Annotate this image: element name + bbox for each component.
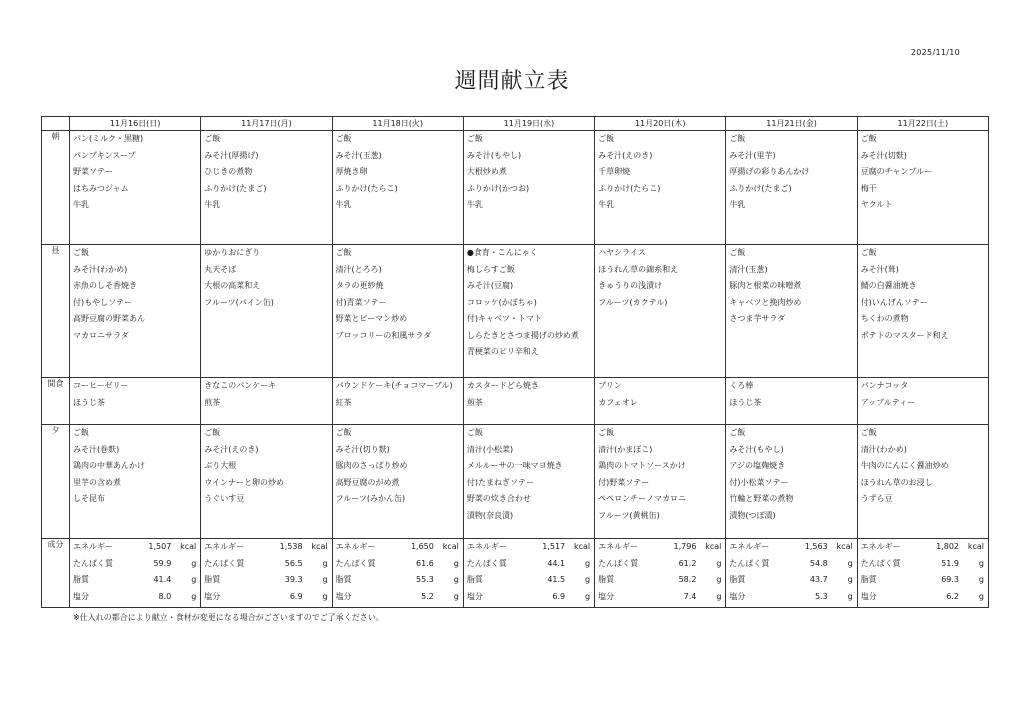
menu-item: ブロッコリーの和風サラダ <box>335 330 432 340</box>
nutrition-line <box>858 589 988 606</box>
nutrition-value: 43.7 <box>809 575 828 584</box>
nutrition-value: 51.9 <box>941 558 959 568</box>
nutrition-line <box>464 589 594 606</box>
menu-item: 鶏肉のトマトソースかけ <box>598 461 686 470</box>
menu-item: 高野豆腐のがめ煮 <box>335 477 400 487</box>
nutrition-unit: g <box>847 558 853 568</box>
nutrition-value: 1,507 <box>148 542 172 551</box>
lunch-cell <box>726 245 857 378</box>
nutrition-unit: g <box>453 558 459 568</box>
nutrition-line <box>201 572 331 589</box>
menu-item: フルーツ(みかん缶) <box>335 494 406 503</box>
menu-item: みそ汁(玉葱) <box>335 150 382 160</box>
menu-item: 厚焼き卵 <box>335 167 368 176</box>
nutrition-label: たんぱく質 <box>598 558 639 568</box>
menu-item: ●食育・こんにゃく <box>466 248 538 257</box>
nutrition-label: 脂質 <box>335 575 352 584</box>
menu-item: 梅干 <box>860 183 877 193</box>
nutrition-unit: g <box>716 558 722 568</box>
menu-item: みそ汁(切り麩) <box>335 444 390 454</box>
menu-item: 清汁(玉葱) <box>729 264 768 274</box>
menu-item: ご飯 <box>73 248 89 257</box>
menu-item: 鯖の白醤油焼き <box>860 281 917 290</box>
menu-item: キャベツと挽肉炒め <box>729 297 802 307</box>
nutrition-label: たんぱく質 <box>860 558 901 568</box>
nutrition-unit: g <box>191 591 197 601</box>
menu-item: 赤魚のしそ香焼き <box>73 281 137 290</box>
nutrition-line <box>70 556 200 573</box>
nutrition-line <box>595 556 725 573</box>
nutrition-line <box>726 572 856 589</box>
menu-item: 豆腐のチャンプルー <box>860 167 933 176</box>
issue-date: 2025/11/10 <box>910 48 960 57</box>
menu-item: カフェオレ <box>598 397 638 407</box>
lunch-cell <box>332 245 463 378</box>
menu-item: 野菜とピーマン炒め <box>335 314 408 323</box>
nutrition-value: 69.3 <box>941 575 959 584</box>
nutrition-value: 7.4 <box>683 591 697 601</box>
lunch-cell <box>595 245 726 378</box>
menu-item: ご飯 <box>729 428 746 437</box>
dinner-row <box>42 425 989 539</box>
menu-item: ヤクルト <box>860 200 893 209</box>
nutrition-label: たんぱく質 <box>204 558 245 568</box>
nutrition-unit: g <box>716 591 722 601</box>
menu-item: ペペロンチーノマカロニ <box>598 494 686 503</box>
menu-item: ふりかけ(たまご) <box>729 183 792 193</box>
nutrition-cell <box>463 539 594 608</box>
nutrition-label: エネルギー <box>729 542 770 551</box>
breakfast-row <box>42 131 989 245</box>
nutrition-line <box>595 572 725 589</box>
menu-item: さつま芋サラダ <box>729 314 786 323</box>
nutrition-unit: g <box>191 558 197 568</box>
menu-item: 牛乳 <box>466 200 483 209</box>
menu-item: 牛肉のにんにく醤油炒め <box>860 461 949 470</box>
nutrition-value: 1,650 <box>410 542 434 551</box>
nutrition-value: 1,517 <box>542 542 566 551</box>
menu-item: 大根の高菜和え <box>204 281 261 290</box>
meal-label-breakfast: 朝 <box>42 131 70 245</box>
nutrition-unit: g <box>585 591 591 601</box>
meal-label-nutrition: 成分 <box>42 539 70 608</box>
nutrition-cell <box>726 539 857 608</box>
menu-item: ご飯 <box>73 428 89 437</box>
menu-item: ちくわの煮物 <box>860 314 909 323</box>
nutrition-cell <box>201 539 332 608</box>
menu-item: ご飯 <box>598 428 615 437</box>
menu-item: 牛乳 <box>335 200 352 209</box>
nutrition-unit: kcal <box>311 542 328 551</box>
menu-item: ご飯 <box>466 134 483 143</box>
weekly-menu-table <box>41 116 989 608</box>
nutrition-value: 5.2 <box>421 591 434 601</box>
menu-item: しらたきとさつま揚げの炒め煮 <box>466 330 579 340</box>
breakfast-cell <box>595 131 726 245</box>
nutrition-value: 58.2 <box>678 575 697 584</box>
nutrition-value: 1,563 <box>804 542 828 551</box>
menu-item: コロッケ(かぼちゃ) <box>466 297 537 307</box>
lunch-cell <box>463 245 594 378</box>
menu-item: みそ汁(えのき) <box>598 150 653 160</box>
breakfast-cell <box>70 131 201 245</box>
nutrition-label: 脂質 <box>466 575 483 584</box>
menu-item: きなこのパンケーキ <box>204 381 277 390</box>
breakfast-cell <box>463 131 594 245</box>
nutrition-label: エネルギー <box>73 542 113 551</box>
nutrition-label: 脂質 <box>598 575 615 584</box>
dinner-cell <box>332 425 463 539</box>
menu-item: マカロニサラダ <box>73 330 129 340</box>
day-header: 11月18日(火) <box>332 117 463 131</box>
menu-item: 厚揚げの彩りあんかけ <box>729 167 810 176</box>
nutrition-unit: g <box>322 575 328 584</box>
menu-item: 付)いんげんソテー <box>860 297 928 307</box>
breakfast-cell <box>726 131 857 245</box>
nutrition-unit: kcal <box>442 542 459 551</box>
menu-item: 豚肉と根菜の味噌煮 <box>729 281 802 290</box>
menu-item: 野菜の炊き合わせ <box>466 494 531 503</box>
nutrition-unit: kcal <box>573 542 591 551</box>
nutrition-line <box>858 572 988 589</box>
nutrition-unit: kcal <box>180 542 197 551</box>
nutrition-unit: g <box>585 575 591 584</box>
menu-item: ふりかけ(たらこ) <box>335 183 398 193</box>
menu-item: 高野豆腐の野菜あん <box>73 314 145 323</box>
nutrition-line <box>333 589 463 606</box>
nutrition-unit: g <box>978 558 984 568</box>
menu-item: きゅうりの浅漬け <box>598 281 663 290</box>
day-header: 11月19日(水) <box>463 117 594 131</box>
menu-item: みそ汁(もやし) <box>729 444 784 454</box>
menu-item: 清汁(とろろ) <box>335 264 382 274</box>
breakfast-cell <box>201 131 332 245</box>
nutrition-label: 塩分 <box>73 591 89 601</box>
menu-item: ふりかけ(たまご) <box>204 183 267 193</box>
menu-item: 牛乳 <box>204 200 221 209</box>
menu-item: 丸天そば <box>204 264 237 274</box>
menu-item: カスタードどら焼き <box>466 381 539 390</box>
nutrition-label: 塩分 <box>729 591 746 601</box>
menu-item: ゆかりおにぎり <box>204 248 261 257</box>
menu-item: ご飯 <box>860 428 877 437</box>
menu-item: しそ昆布 <box>73 494 105 503</box>
menu-item: 鶏肉の中華あんかけ <box>73 461 145 470</box>
menu-item: みそ汁(厚揚げ) <box>204 150 259 160</box>
footnote: ※仕入れの都合により献立・食材が変更になる場合がございますのでご了承ください。 <box>73 613 384 622</box>
menu-item: タラの更紗焼 <box>335 281 384 290</box>
menu-item: パンナコッタ <box>860 381 909 390</box>
nutrition-line <box>595 539 725 556</box>
nutrition-line <box>858 556 988 573</box>
menu-item: ウインナーと卵の炒め <box>204 477 285 487</box>
menu-item: 付)小松菜ソテー <box>729 477 789 487</box>
nutrition-label: 塩分 <box>335 591 352 601</box>
nutrition-value: 1,796 <box>673 542 697 551</box>
menu-item: アジの塩麹焼き <box>729 461 786 470</box>
menu-item: 牛乳 <box>729 200 746 209</box>
menu-item: 煎茶 <box>204 397 221 407</box>
day-header: 11月20日(木) <box>595 117 726 131</box>
menu-item: ポテトのマスタード和え <box>860 330 949 340</box>
menu-item: みそ汁(えのき) <box>204 444 259 454</box>
menu-item: 付)野菜ソテー <box>598 477 650 487</box>
menu-item: ほうれん草の錦糸和え <box>598 264 679 274</box>
menu-item: 漬物(つぼ漬) <box>729 510 776 520</box>
menu-item: 付)青菜ソテー <box>335 297 387 307</box>
nutrition-unit: g <box>322 558 328 568</box>
nutrition-value: 55.3 <box>416 575 434 584</box>
snack-cell <box>201 378 332 425</box>
snack-cell <box>463 378 594 425</box>
breakfast-cell <box>857 131 988 245</box>
meal-label-snack: 間食 <box>42 378 70 425</box>
lunch-cell <box>857 245 988 378</box>
nutrition-unit: kcal <box>967 542 984 551</box>
menu-item: ご飯 <box>335 248 352 257</box>
nutrition-label: エネルギー <box>335 542 376 551</box>
nutrition-label: 脂質 <box>73 575 89 584</box>
nutrition-value: 41.5 <box>547 575 566 584</box>
menu-item: ご飯 <box>860 248 877 257</box>
snack-cell <box>332 378 463 425</box>
menu-item: みそ汁(巻麩) <box>73 444 120 454</box>
nutrition-value: 5.3 <box>814 591 828 601</box>
menu-item: 付)キャベツ・トマト <box>466 314 542 323</box>
nutrition-line <box>333 556 463 573</box>
menu-item: フルーツ(黄桃缶) <box>598 510 660 520</box>
menu-item: 漬物(奈良漬) <box>466 510 514 520</box>
snack-cell <box>857 378 988 425</box>
menu-item: うずら豆 <box>860 494 893 503</box>
nutrition-line <box>726 539 856 556</box>
nutrition-value: 56.5 <box>284 558 303 568</box>
nutrition-value: 6.2 <box>946 591 959 601</box>
menu-item: ご飯 <box>335 134 352 143</box>
nutrition-line <box>858 539 988 556</box>
menu-item: 清汁(かまぼこ) <box>598 444 653 454</box>
menu-item: 牛乳 <box>598 200 615 209</box>
nutrition-value: 6.9 <box>289 591 303 601</box>
meal-label-lunch: 昼 <box>42 245 70 378</box>
nutrition-label: 脂質 <box>860 575 877 584</box>
menu-item: 付)もやしソテー <box>73 297 133 307</box>
nutrition-value: 39.3 <box>284 575 303 584</box>
nutrition-value: 59.9 <box>153 558 172 568</box>
menu-item: 煎茶 <box>466 397 483 407</box>
nutrition-unit: g <box>847 575 853 584</box>
nutrition-line <box>464 556 594 573</box>
menu-item: みそ汁(切麩) <box>860 150 907 160</box>
menu-item: 大根炒め煮 <box>466 167 507 176</box>
nutrition-label: 塩分 <box>204 591 221 601</box>
day-header: 11月17日(月) <box>201 117 332 131</box>
nutrition-unit: g <box>716 575 722 584</box>
menu-item: ほうじ茶 <box>729 397 762 407</box>
menu-item: ほうじ茶 <box>73 397 105 407</box>
menu-item: メルルーサの一味マヨ焼き <box>466 461 563 470</box>
menu-item: ご飯 <box>598 134 615 143</box>
nutrition-line <box>333 572 463 589</box>
dinner-cell <box>70 425 201 539</box>
dinner-cell <box>857 425 988 539</box>
nutrition-label: エネルギー <box>860 542 901 551</box>
nutrition-label: 脂質 <box>729 575 746 584</box>
nutrition-row <box>42 539 989 608</box>
nutrition-line <box>726 556 856 573</box>
menu-item: はちみつジャム <box>73 183 129 193</box>
nutrition-value: 6.9 <box>552 591 566 601</box>
nutrition-line <box>201 539 331 556</box>
nutrition-label: 塩分 <box>598 591 615 601</box>
menu-item: ご飯 <box>729 248 746 257</box>
nutrition-label: たんぱく質 <box>466 558 507 568</box>
day-header: 11月22日(土) <box>857 117 988 131</box>
snack-cell <box>726 378 857 425</box>
menu-item: ひじきの煮物 <box>204 167 253 176</box>
nutrition-label: たんぱく質 <box>729 558 770 568</box>
nutrition-line <box>70 572 200 589</box>
nutrition-value: 8.0 <box>158 591 172 601</box>
nutrition-label: たんぱく質 <box>335 558 376 568</box>
menu-item: みそ汁(わかめ) <box>73 264 128 274</box>
dinner-cell <box>726 425 857 539</box>
menu-item: ハヤシライス <box>598 248 646 257</box>
snack-cell <box>595 378 726 425</box>
nutrition-line <box>595 589 725 606</box>
menu-item: 紅茶 <box>335 397 352 407</box>
nutrition-label: エネルギー <box>466 542 507 551</box>
menu-item: ぶり大根 <box>204 461 237 470</box>
nutrition-line <box>70 539 200 556</box>
nutrition-line <box>464 539 594 556</box>
menu-item: 千草卵焼 <box>598 167 631 176</box>
nutrition-unit: g <box>978 575 984 584</box>
nutrition-line <box>464 572 594 589</box>
breakfast-cell <box>332 131 463 245</box>
nutrition-unit: g <box>322 591 328 601</box>
menu-item: ふりかけ(たらこ) <box>598 183 661 193</box>
lunch-row <box>42 245 989 378</box>
menu-item: パウンドケーキ(チョコマーブル) <box>335 381 453 390</box>
nutrition-value: 44.1 <box>547 558 566 568</box>
menu-item: 清汁(小松菜) <box>466 444 514 454</box>
nutrition-unit: kcal <box>836 542 853 551</box>
nutrition-value: 54.8 <box>809 558 828 568</box>
nutrition-label: エネルギー <box>204 542 245 551</box>
menu-item: フルーツ(カクテル) <box>598 297 668 307</box>
menu-item: ご飯 <box>729 134 746 143</box>
nutrition-cell <box>857 539 988 608</box>
nutrition-value: 1,538 <box>279 542 303 551</box>
menu-item: 豚肉のさっぱり炒め <box>335 461 408 470</box>
menu-item: みそ汁(葺) <box>860 264 899 274</box>
menu-item: 付)たまねぎソテー <box>466 477 534 487</box>
nutrition-unit: g <box>191 575 197 584</box>
nutrition-label: たんぱく質 <box>73 558 113 568</box>
nutrition-line <box>201 556 331 573</box>
lunch-cell <box>70 245 201 378</box>
nutrition-value: 61.6 <box>416 558 434 568</box>
menu-item: みそ汁(豆腐) <box>466 281 514 290</box>
nutrition-unit: g <box>453 575 459 584</box>
menu-item: 青梗菜のピリ辛和え <box>466 347 539 356</box>
nutrition-line <box>70 589 200 606</box>
day-header: 11月21日(金) <box>726 117 857 131</box>
menu-item: ご飯 <box>860 134 877 143</box>
menu-item: ご飯 <box>335 428 352 437</box>
menu-item: くろ棒 <box>729 381 754 390</box>
nutrition-unit: g <box>978 591 984 601</box>
nutrition-line <box>726 589 856 606</box>
menu-item: 清汁(わかめ) <box>860 444 907 454</box>
nutrition-value: 61.2 <box>678 558 697 568</box>
menu-item: プリン <box>598 381 622 390</box>
menu-item: 里芋の含め煮 <box>73 477 121 487</box>
nutrition-unit: kcal <box>705 542 722 551</box>
day-header: 11月16日(日) <box>70 117 201 131</box>
nutrition-cell <box>332 539 463 608</box>
meal-label-dinner: 夕 <box>42 425 70 539</box>
menu-item: みそ汁(もやし) <box>466 150 522 160</box>
menu-item: パン(ミルク・黒糖) <box>73 134 144 143</box>
menu-item: 牛乳 <box>73 200 89 209</box>
menu-item: ほうれん草のお浸し <box>860 477 933 487</box>
page-title: 週間献立表 <box>454 69 570 94</box>
dinner-cell <box>201 425 332 539</box>
menu-item: みそ汁(里芋) <box>729 150 776 160</box>
menu-item: 野菜ソテー <box>73 167 113 176</box>
snack-row <box>42 378 989 425</box>
menu-item: うぐいす豆 <box>204 494 245 503</box>
menu-item: 梅しらすご飯 <box>466 264 515 274</box>
menu-item: ご飯 <box>466 428 483 437</box>
menu-item: コーヒーゼリー <box>73 381 129 390</box>
nutrition-cell <box>70 539 201 608</box>
menu-item: アップルティー <box>860 397 916 407</box>
nutrition-value: 41.4 <box>153 575 172 584</box>
dinner-cell <box>595 425 726 539</box>
lunch-cell <box>201 245 332 378</box>
nutrition-cell <box>595 539 726 608</box>
menu-item: ご飯 <box>204 134 221 143</box>
nutrition-label: 塩分 <box>860 591 877 601</box>
dinner-cell <box>463 425 594 539</box>
day-header-row <box>42 117 989 131</box>
menu-item: パンプキンスープ <box>73 150 136 160</box>
nutrition-unit: g <box>585 558 591 568</box>
snack-cell <box>70 378 201 425</box>
nutrition-label: 脂質 <box>204 575 221 584</box>
nutrition-label: 塩分 <box>466 591 483 601</box>
nutrition-unit: g <box>453 591 459 601</box>
menu-item: フルーツ(パイン缶) <box>204 297 274 307</box>
nutrition-line <box>201 589 331 606</box>
menu-item: ご飯 <box>204 428 221 437</box>
nutrition-unit: g <box>847 591 853 601</box>
nutrition-value: 1,802 <box>936 542 959 551</box>
menu-item: 竹輪と野菜の煮物 <box>729 494 794 503</box>
corner-cell <box>42 117 70 131</box>
nutrition-label: エネルギー <box>598 542 639 551</box>
menu-item: ふりかけ(かつお) <box>466 183 530 193</box>
nutrition-line <box>333 539 463 556</box>
